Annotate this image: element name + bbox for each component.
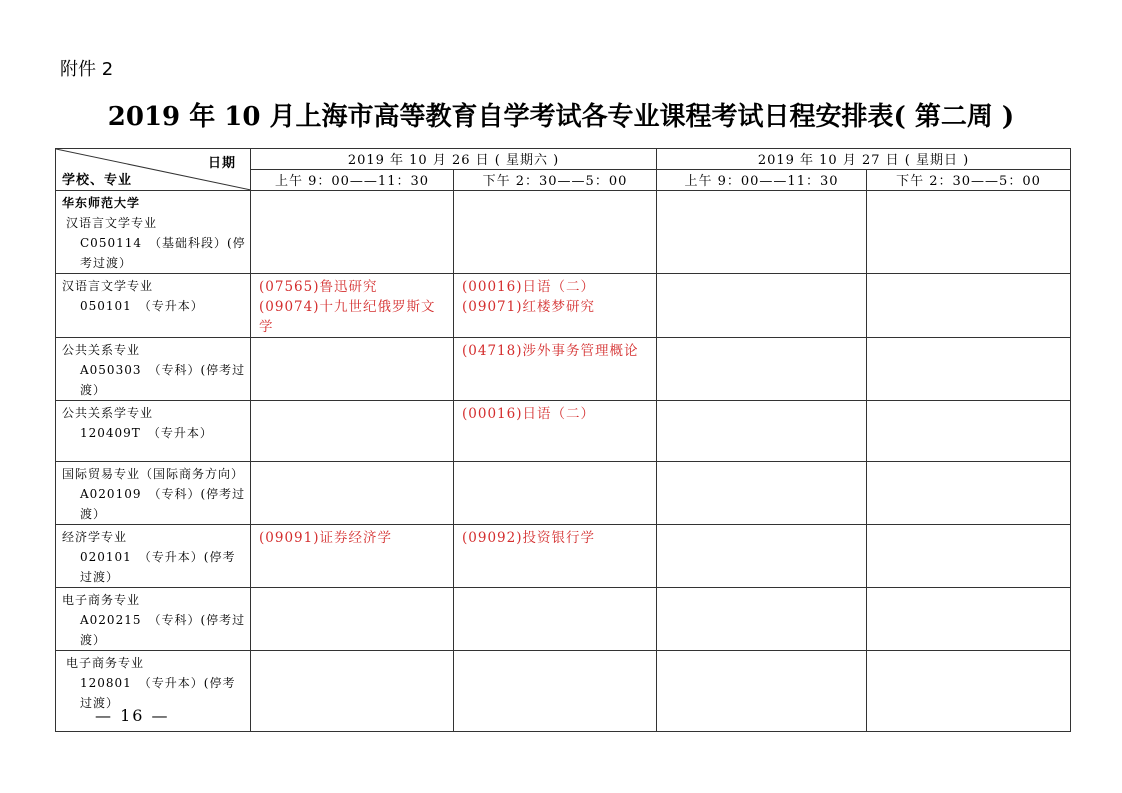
- header-day-2: 2019 年 10 月 27 日 ( 星期日 ): [657, 149, 1071, 170]
- major-code: 020101 （专升本）(停考过渡）: [80, 550, 236, 584]
- table-row: [56, 401, 1071, 462]
- table-row: [56, 462, 1071, 525]
- course-entry: (09091)证券经济学: [259, 530, 392, 546]
- course-cell: [454, 462, 657, 525]
- table-row: [56, 651, 1071, 732]
- header-row-dates: [56, 149, 1071, 170]
- course-entry: (00016)日语（二）: [462, 279, 595, 295]
- course-cell: [454, 588, 657, 651]
- schedule-table: [55, 148, 1071, 732]
- header-day-1: 2019 年 10 月 26 日 ( 星期六 ): [251, 149, 657, 170]
- major-code: A050303 （专科）(停考过渡）: [80, 363, 246, 397]
- major-cell: [56, 462, 251, 525]
- header-slot-day1-pm: 下午 2：30——5：00: [454, 170, 657, 191]
- major-name: 国际贸易专业（国际商务方向）: [62, 467, 245, 481]
- course-cell: [454, 338, 657, 401]
- course-cell: [251, 191, 454, 274]
- major-name: 电子商务专业: [62, 593, 141, 607]
- header-corner: [56, 149, 251, 191]
- course-cell: [657, 274, 867, 338]
- school-name: 华东师范大学: [62, 196, 141, 210]
- major-code: C050114 （基础科段）(停考过渡）: [80, 236, 246, 270]
- course-entry: (07565)鲁迅研究: [259, 279, 378, 295]
- course-cell: [454, 191, 657, 274]
- major-name: 经济学专业: [62, 530, 128, 544]
- course-cell: [251, 401, 454, 462]
- course-cell: [867, 651, 1071, 732]
- attachment-label: 附件 2: [60, 59, 114, 80]
- major-name: 汉语言文学专业: [62, 279, 154, 293]
- course-entry: (09074)十九世纪俄罗斯文学: [259, 299, 436, 335]
- course-cell: [251, 651, 454, 732]
- course-cell: [657, 191, 867, 274]
- table-row: [56, 338, 1071, 401]
- course-cell: [867, 588, 1071, 651]
- major-code: A020215 （专科）(停考过渡）: [80, 613, 246, 647]
- course-cell: [867, 462, 1071, 525]
- table-row: [56, 274, 1071, 338]
- course-entry: (04718)涉外事务管理概论: [462, 343, 639, 359]
- major-cell: [56, 525, 251, 588]
- page-number: — 16 —: [95, 706, 170, 725]
- course-cell: [657, 462, 867, 525]
- major-cell: [56, 401, 251, 462]
- corner-date-label: 日期: [207, 156, 236, 171]
- course-entry: (00016)日语（二）: [462, 406, 595, 422]
- table-row: [56, 191, 1071, 274]
- major-name: 公共关系专业: [62, 343, 141, 357]
- major-cell: [56, 191, 251, 274]
- major-cell: [56, 588, 251, 651]
- course-cell: [657, 401, 867, 462]
- course-cell: [251, 274, 454, 338]
- course-entry: (09092)投资银行学: [462, 530, 595, 546]
- course-cell: [454, 525, 657, 588]
- course-entry: (09071)红楼梦研究: [462, 299, 595, 315]
- course-cell: [867, 274, 1071, 338]
- course-cell: [867, 338, 1071, 401]
- course-cell: [251, 525, 454, 588]
- major-code: 050101 （专升本）: [80, 299, 204, 313]
- course-cell: [657, 588, 867, 651]
- table-row: [56, 588, 1071, 651]
- course-cell: [454, 401, 657, 462]
- course-cell: [251, 588, 454, 651]
- major-code: 120409T （专升本）: [80, 426, 213, 440]
- major-name: 汉语言文学专业: [66, 216, 158, 230]
- course-cell: [454, 651, 657, 732]
- course-cell: [251, 338, 454, 401]
- corner-major-label: 学校、专业: [62, 173, 133, 188]
- major-cell: [56, 338, 251, 401]
- page-title: 2019 年 10 月上海市高等教育自学考试各专业课程考试日程安排表( 第二周 ): [107, 102, 1015, 132]
- header-slot-day2-am: 上午 9：00——11：30: [657, 170, 867, 191]
- table-row: [56, 525, 1071, 588]
- course-cell: [454, 274, 657, 338]
- course-cell: [657, 651, 867, 732]
- course-cell: [657, 525, 867, 588]
- course-cell: [867, 401, 1071, 462]
- course-cell: [251, 462, 454, 525]
- major-name: 电子商务专业: [66, 656, 145, 670]
- course-cell: [867, 191, 1071, 274]
- major-code: 120801 （专升本）(停考过渡）: [80, 676, 236, 710]
- header-slot-day2-pm: 下午 2：30——5：00: [867, 170, 1071, 191]
- course-cell: [867, 525, 1071, 588]
- header-slot-day1-am: 上午 9：00——11：30: [251, 170, 454, 191]
- course-cell: [657, 338, 867, 401]
- major-code: A020109 （专科）(停考过渡）: [80, 487, 246, 521]
- major-name: 公共关系学专业: [62, 406, 154, 420]
- major-cell: [56, 274, 251, 338]
